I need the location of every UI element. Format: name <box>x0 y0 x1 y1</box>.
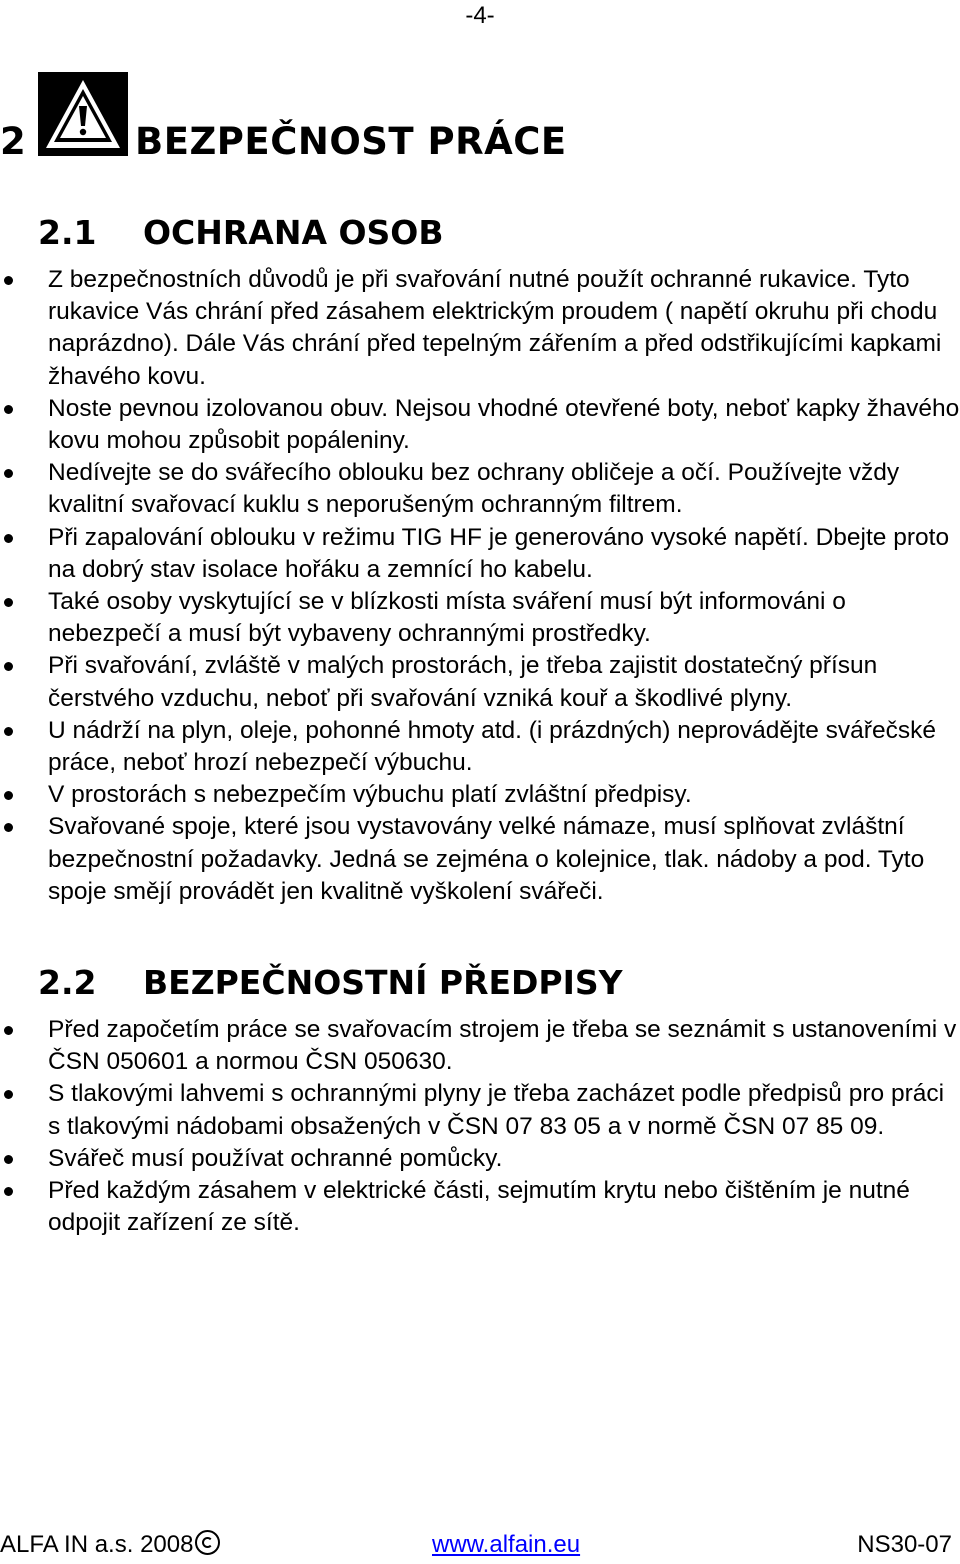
list-item <box>0 1014 960 1078</box>
list-item-text: Svářeč musí používat ochranné pomůcky. <box>48 1144 503 1172</box>
page-footer <box>0 1530 960 1560</box>
list-item <box>0 522 960 586</box>
bullet-icon <box>4 405 13 414</box>
list-item-text: Z bezpečnostních důvodů je při svařování nutné použít ochranné rukavice. Tyto rukavice Vás chrání před zásahem elektrickým proudem ( napětí okruhu při chodu naprázdno). Dále Vás chrání před tepelným zářením a před odstřikujícími kapkami žhavého kovu. <box>48 266 942 390</box>
list-item <box>0 811 960 908</box>
bullet-icon <box>4 534 13 543</box>
bullet-icon <box>4 1026 13 1035</box>
bullet-icon <box>4 662 13 671</box>
list-item-text: U nádrží na plyn, oleje, pohonné hmoty atd. (i prázdných) neprovádějte svářečské práce, neboť hrozí nebezpečí výbuchu. <box>48 716 936 777</box>
list-item-text: Před započetím práce se svařovacím strojem je třeba se seznámit s ustanoveními v ČSN 050601 a normou ČSN 050630. <box>48 1016 957 1076</box>
bullet-icon <box>4 791 13 800</box>
list-item-text: Při svařování, zvláště v malých prostorách, je třeba zajistit dostatečný přísun čerstvého vzduchu, neboť při svařování vzniká kouř a škodlivé plyny. <box>48 652 878 712</box>
bullet-icon <box>4 1155 13 1164</box>
list-item <box>0 650 960 714</box>
bullet-icon <box>4 727 13 736</box>
list-item <box>0 586 960 650</box>
footer-company <box>0 1530 220 1560</box>
chapter-number: 2 <box>0 120 26 163</box>
section-heading-ochrana-osob <box>38 213 444 253</box>
copyright-icon <box>195 1530 220 1555</box>
bullet-icon <box>4 469 13 478</box>
section-number: 2.2 <box>38 963 97 1002</box>
list-item-text: S tlakovými lahvemi s ochrannými plyny je třeba zacházet podle předpisů pro práci s tlakovými nádobami obsažených v ČSN 07 83 05 a v normě ČSN 07 85 09. <box>48 1080 945 1140</box>
chapter-title: BEZPEČNOST PRÁCE <box>135 120 567 163</box>
footer-website-link[interactable]: www.alfain.eu <box>432 1531 581 1558</box>
list-item-text: Také osoby vyskytující se v blízkosti místa sváření musí být informováni o nebezpečí a musí být vybaveny ochrannými prostředky. <box>48 588 846 648</box>
list-item-text: V prostorách s nebezpečím výbuchu platí zvláštní předpisy. <box>48 781 692 809</box>
list-item <box>0 779 960 811</box>
page-number: -4- <box>465 2 495 29</box>
list-item-text: Před každým zásahem v elektrické části, sejmutím krytu nebo čištěním je nutné odpojit zařízení ze sítě. <box>48 1177 910 1237</box>
bullet-list-ochrana-osob <box>0 264 960 908</box>
warning-triangle-icon <box>38 72 128 156</box>
footer-company-text: ALFA IN a.s. 2008 <box>0 1531 194 1558</box>
chapter-heading <box>0 72 960 162</box>
list-item <box>0 457 960 521</box>
bullet-icon <box>4 1187 13 1196</box>
section-title: OCHRANA OSOB <box>143 213 444 252</box>
list-item-text: Noste pevnou izolovanou obuv. Nejsou vhodné otevřené boty, neboť kapky žhavého kovu mohou způsobit popáleniny. <box>48 394 960 455</box>
bullet-icon <box>4 276 13 285</box>
list-item <box>0 1078 960 1142</box>
list-item <box>0 1143 960 1175</box>
bullet-icon <box>4 598 13 607</box>
list-item <box>0 1175 960 1239</box>
section-heading-bezpecnostni-predpisy <box>38 963 623 1003</box>
section-number: 2.1 <box>38 213 97 252</box>
list-item-text: Svařované spoje, které jsou vystavovány velké námaze, musí splňovat zvláštní bezpečnostní požadavky. Jedná se zejména o kolejnice, tlak. nádoby a pod. Tyto spoje smějí provádět jen kvalitně vyškolení svářeči. <box>48 813 925 905</box>
list-item-text: Nedívejte se do svářecího oblouku bez ochrany obličeje a očí. Používejte vždy kvalitní svařovací kuklu s neporušeným ochranným filtrem. <box>48 459 900 519</box>
bullet-list-bezpecnostni-predpisy <box>0 1014 960 1239</box>
footer-document-code: NS30-07 <box>857 1531 952 1558</box>
list-item <box>0 264 960 393</box>
list-item <box>0 393 960 457</box>
list-item <box>0 715 960 779</box>
bullet-icon <box>4 823 13 832</box>
list-item-text: Při zapalování oblouku v režimu TIG HF je generováno vysoké napětí. Dbejte proto na dobrý stav isolace hořáku a zemnící ho kabelu. <box>48 523 950 583</box>
bullet-icon <box>4 1090 13 1099</box>
section-title: BEZPEČNOSTNÍ PŘEDPISY <box>143 963 623 1002</box>
